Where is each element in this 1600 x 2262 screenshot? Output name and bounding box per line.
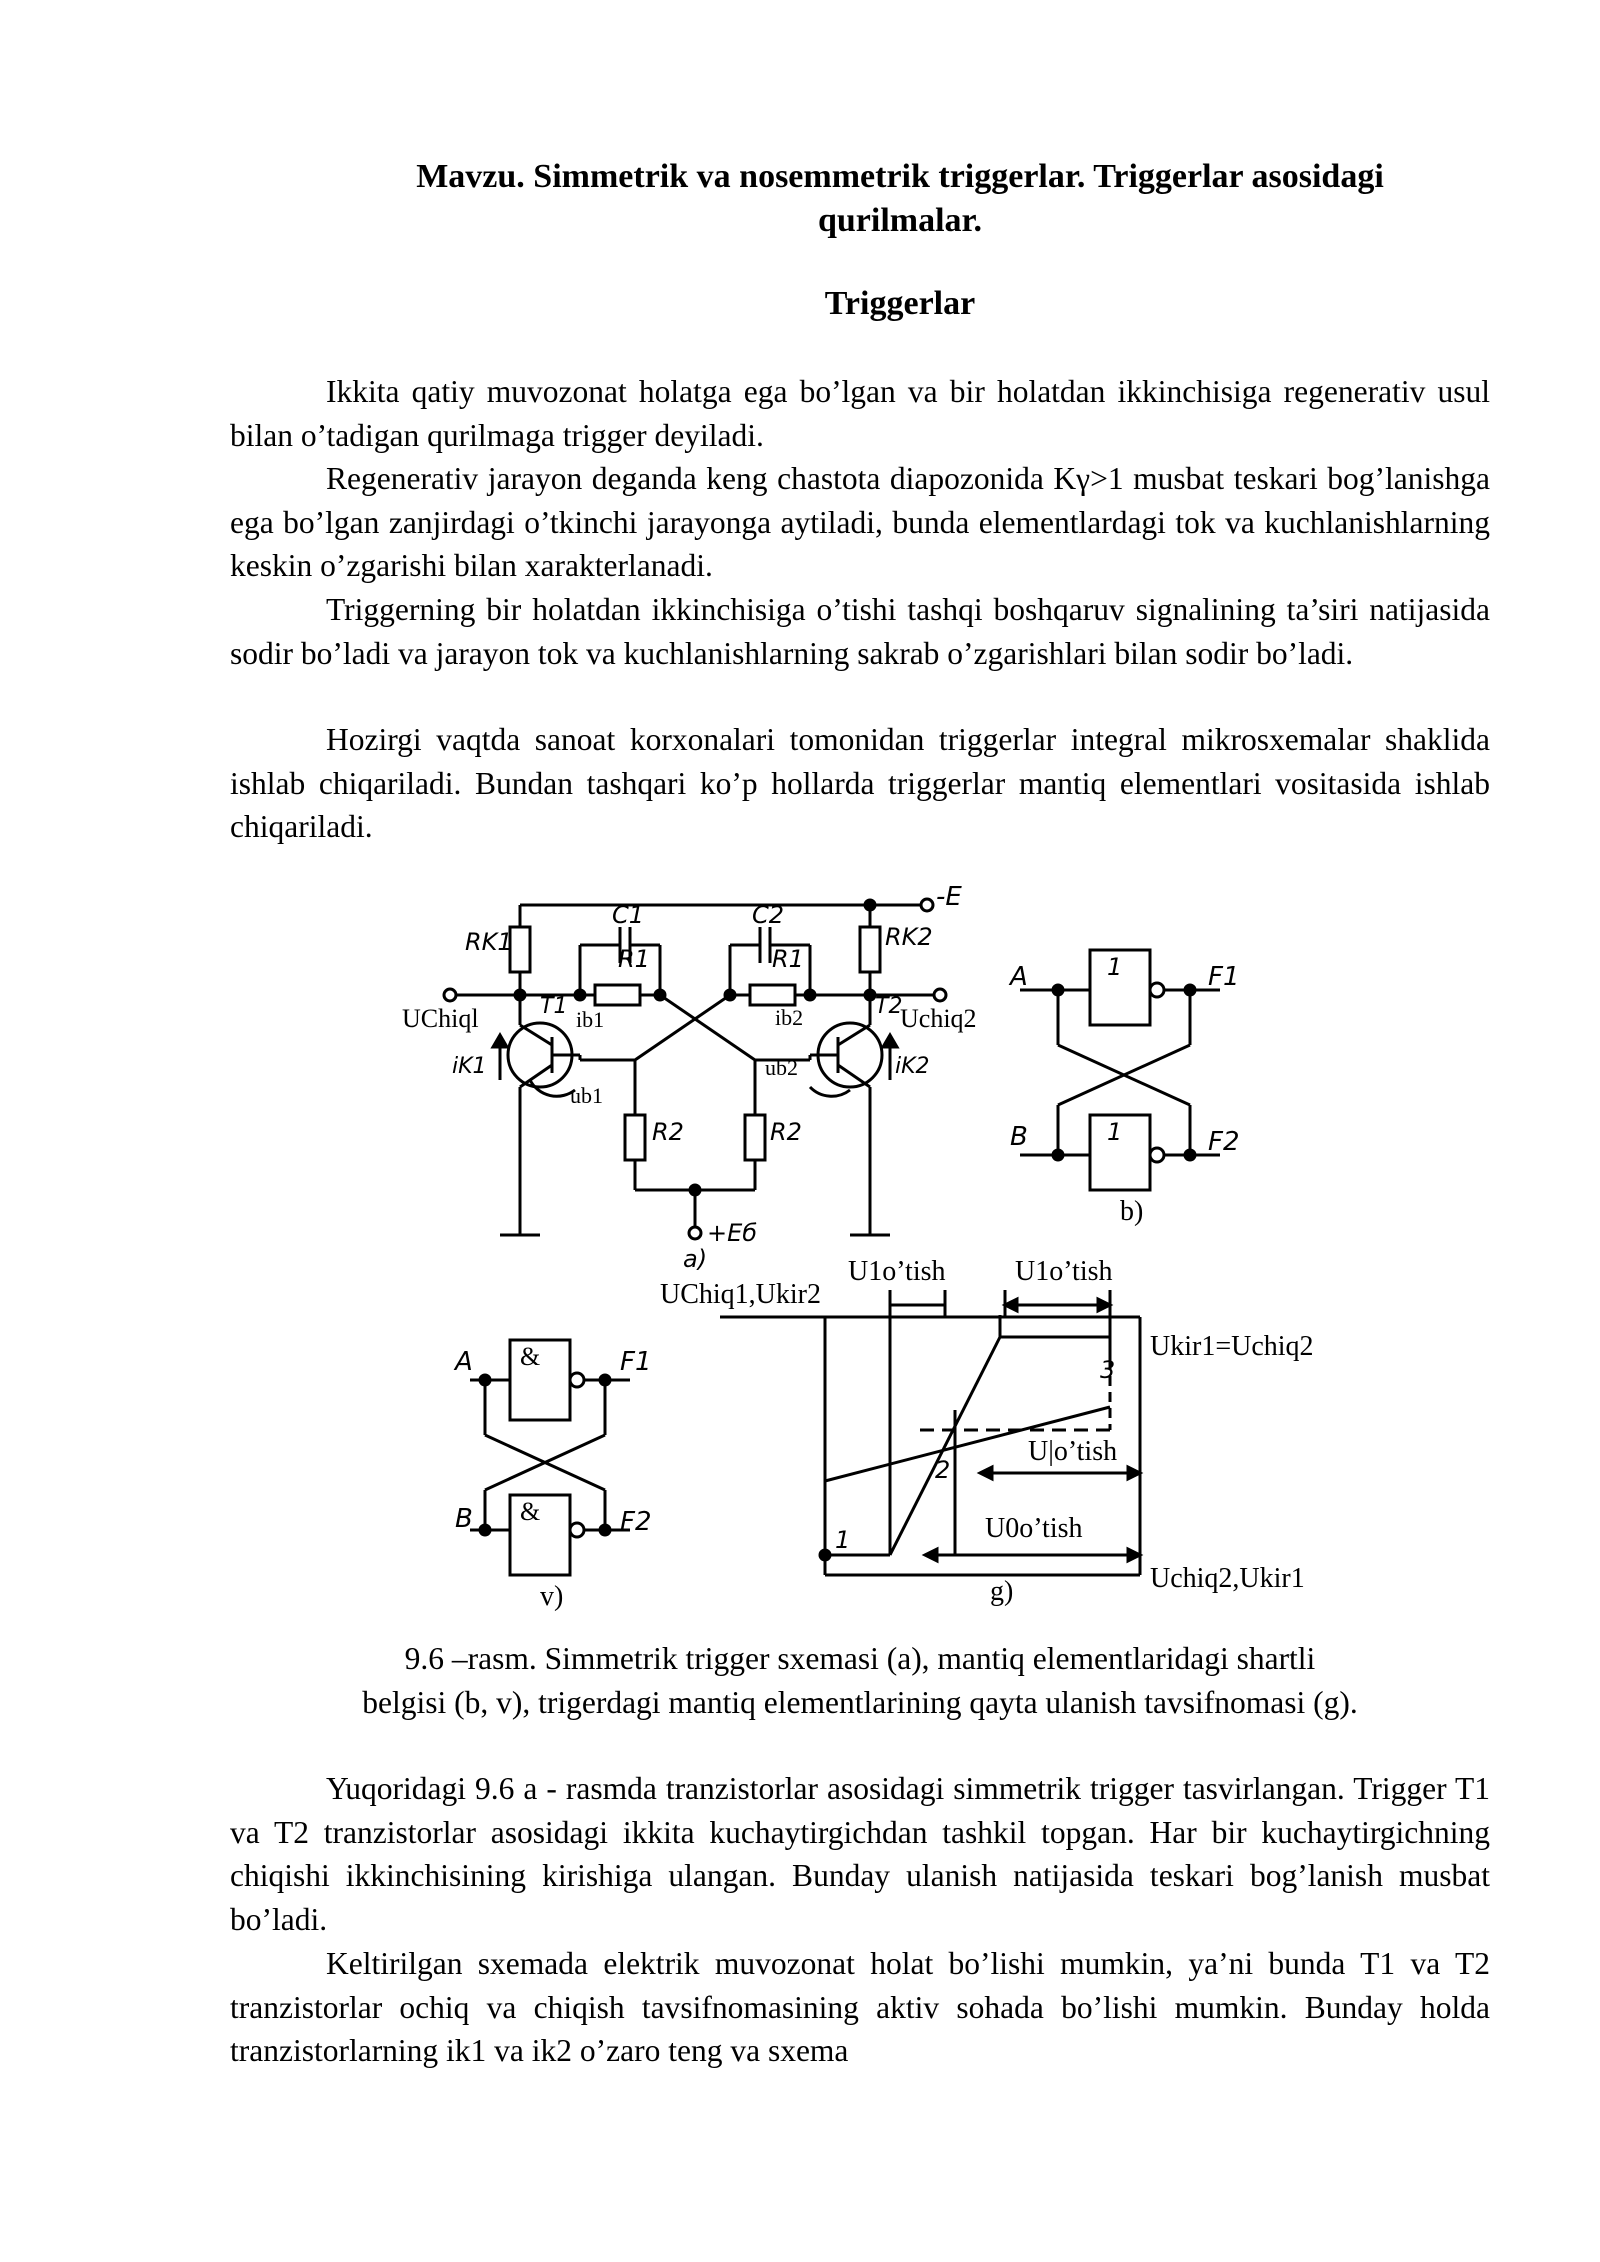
title-line-1: Mavzu. Simmetrik va nosemmetrik triggerlar. Triggerlar asosidagi — [416, 158, 1384, 195]
v-in-b-label: B — [455, 1504, 473, 1534]
caption-line-2: belgisi (b, v), trigerdagi mantiq elementlarining qayta ulanish tavsifnomasi (g). — [362, 1684, 1358, 1720]
paragraph-4: Hozirgi vaqtda sanoat korxonalari tomonidan triggerlar integral mikrosxemalar shaklida ishlab chiqariladi. Bundan tashqari ko’p hollarda triggerlar mantiq elementlari vositasida ishlab chiqariladi. — [230, 722, 1490, 844]
t1-label: T1 — [540, 994, 568, 1019]
t2-label: T2 — [875, 994, 903, 1019]
schematic-b-label: b) — [1120, 1196, 1144, 1227]
b-gate-top-label: 1 — [1107, 953, 1123, 981]
v-out-f2-label: F2 — [620, 1507, 652, 1537]
ik2-label: iK2 — [895, 1054, 930, 1079]
g-u1-left-label: U1o’tish — [848, 1256, 946, 1287]
page-title — [250, 155, 1550, 243]
out-right-label: Uchiq2 — [900, 1004, 977, 1033]
g-x-axis-label: Uchiq2,Ukir1 — [1150, 1563, 1305, 1594]
v-gate-top-label: & — [520, 1342, 541, 1371]
paragraph-6: Keltirilgan sxemada elektrik muvozonat holat bo’lishi mumkin, ya’ni bunda T1 va T2 tranzistorlar ochiq va chiqish tavsifnomasining aktiv sohada bo’lishi mumkin. Bunday holda tranzistorlarning ik1 va ik2 o’zaro teng va sxema — [230, 1946, 1490, 2068]
r2-right-label: R2 — [770, 1118, 802, 1146]
g-y-axis-label: UChiq1,Ukir2 — [660, 1279, 821, 1310]
supply-neg-label: -E — [936, 882, 962, 912]
paragraph-5: Yuqoridagi 9.6 a - rasmda tranzistorlar asosidagi simmetrik trigger tasvirlangan. Trigger T1 va T2 tranzistorlar asosidagi ikkita kuchaytirgichdan tashkil topgan. Har bir kuchaytirgichning chiqishi ikkinchisining kirishiga ulangan. Bunday ulanish natijasida teskari bog’lanish musbat bo’ladi. — [230, 1771, 1490, 1937]
b-out-f1-label: F1 — [1208, 962, 1240, 992]
v-in-a-label: A — [455, 1347, 473, 1377]
rk2-label: RK2 — [885, 923, 933, 951]
g-point-1: 1 — [835, 1526, 851, 1554]
ik1-label: iK1 — [452, 1054, 487, 1079]
b-in-b-label: B — [1010, 1122, 1028, 1152]
paragraph-1: Ikkita qatiy muvozonat holatga ega bo’lgan va bir holatdan ikkinchisiga regenerativ usul bilan o’tadigan qurilmaga trigger deyiladi. — [230, 374, 1490, 453]
supply-pos-label: +Eб — [707, 1219, 758, 1247]
schematic-a-label: a) — [683, 1245, 708, 1273]
ib2-label: ib2 — [775, 1005, 804, 1030]
rk1-label: RK1 — [465, 928, 513, 956]
b-in-a-label: A — [1010, 962, 1028, 992]
g-point-2: 2 — [935, 1456, 951, 1484]
g-u-mid-label: U|o’tish — [1028, 1436, 1118, 1467]
c1-label: C1 — [612, 901, 645, 929]
b-gate-bottom-label: 1 — [1107, 1118, 1123, 1146]
ib1-label: ib1 — [576, 1007, 605, 1032]
figure-9-6 — [380, 875, 1360, 1615]
out-left-label: UChiql — [402, 1004, 479, 1033]
chart-g — [660, 1256, 1314, 1607]
r1-left-label: R1 — [618, 945, 650, 973]
chart-g-label: g) — [990, 1576, 1014, 1607]
b-out-f2-label: F2 — [1208, 1127, 1240, 1157]
schematic-v — [453, 1340, 652, 1612]
g-line-label: Ukir1=Uchiq2 — [1150, 1331, 1314, 1362]
g-u1-right-label: U1o’tish — [1015, 1256, 1113, 1287]
paragraph-2: Regenerativ jarayon deganda keng chastota diapozonida Kγ>1 musbat teskari bog’lanishga ega bo’lgan zanjirdagi o’tkinchi jarayonga aytiladi, bunda elementlardagi tok va kuchlanishlarning keskin o’zgarishi bilan xarakterlanadi. — [230, 461, 1490, 583]
c2-label: C2 — [752, 901, 785, 929]
paragraph-3: Triggerning bir holatdan ikkinchisiga o’tishi tashqi boshqaruv signalining ta’siri natijasida sodir bo’ladi va jarayon tok va kuchlanishlarning sakrab o’zgarishlari bilan sodir bo’ladi. — [230, 592, 1490, 671]
schematic-a — [402, 882, 977, 1273]
v-gate-bottom-label: & — [520, 1497, 541, 1526]
schematic-b — [1008, 950, 1240, 1227]
r2-left-label: R2 — [652, 1118, 684, 1146]
g-u0-label: U0o’tish — [985, 1513, 1083, 1544]
g-point-3: 3 — [1100, 1356, 1116, 1384]
v-out-f1-label: F1 — [620, 1347, 652, 1377]
caption-line-1: 9.6 –rasm. Simmetrik trigger sxemasi (a), mantiq elementlaridagi shartli — [404, 1641, 1316, 1676]
ub1-label: ub1 — [570, 1083, 603, 1108]
ub2-label: ub2 — [765, 1055, 798, 1080]
schematic-v-label: v) — [540, 1581, 564, 1612]
section-heading: Triggerlar — [824, 285, 976, 322]
r1-right-label: R1 — [772, 945, 804, 973]
figure-caption — [230, 1637, 1490, 1724]
title-line-2: qurilmalar. — [817, 202, 983, 239]
